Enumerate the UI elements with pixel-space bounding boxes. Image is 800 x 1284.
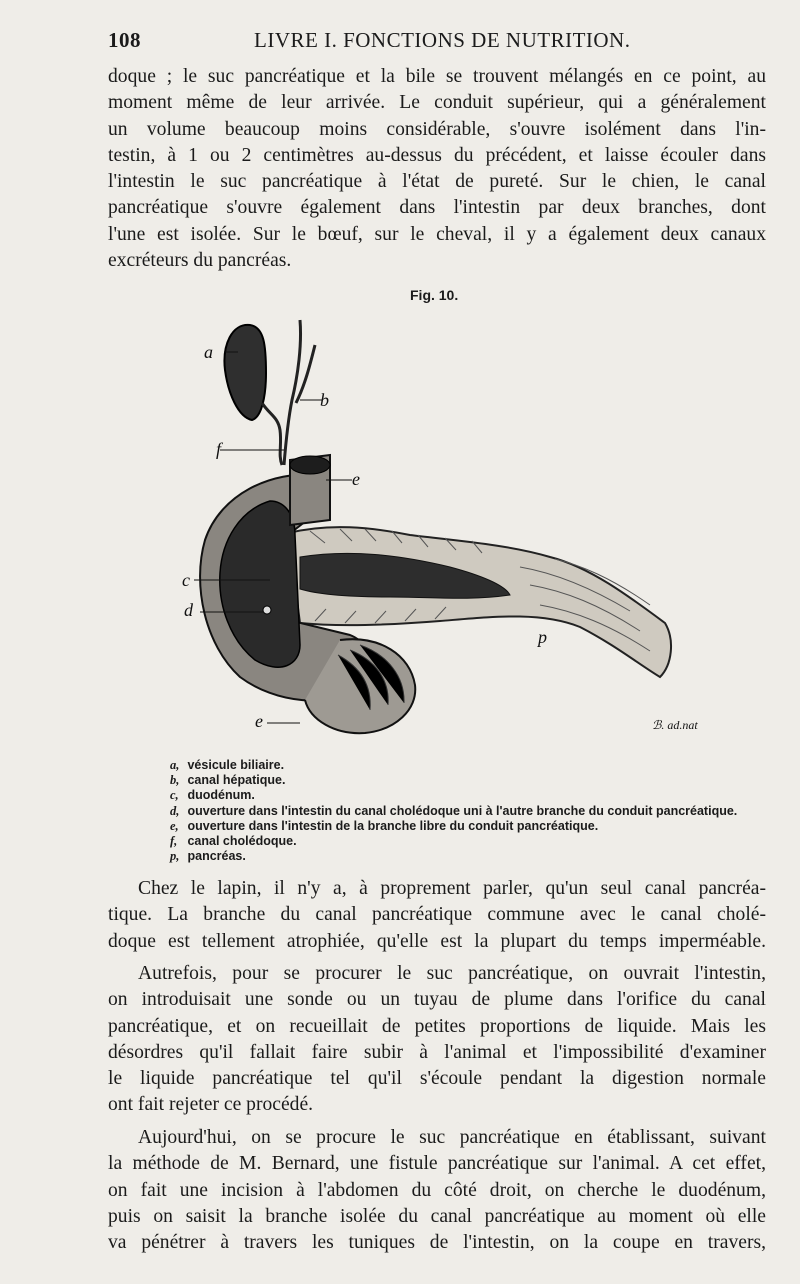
- label-d: d: [184, 600, 193, 620]
- text-line: on introduisait une sonde ou un tuyau de plume dans l'orifice du canal: [108, 989, 766, 1011]
- running-head: [108, 28, 758, 56]
- legend-item: e, ouverture dans l'intestin de la branche libre du conduit pancréatique.: [170, 818, 599, 833]
- page-number: 108: [108, 28, 141, 52]
- pancreas-illustration: [160, 305, 720, 745]
- text-line: Chez le lapin, il n'y a, à proprement parler, qu'un seul canal pancréa-: [138, 878, 766, 899]
- chapter-title: LIVRE I. FONCTIONS DE NUTRITION.: [254, 28, 631, 52]
- text-line: va pénétrer à travers les tuniques de l'intestin, on la coupe en travers,: [108, 1232, 766, 1254]
- paragraph-autrefois: [108, 961, 766, 1119]
- legend-item: b, canal hépatique.: [170, 773, 286, 788]
- legend-item: d, ouverture dans l'intestin du canal cholédoque uni à l'autre branche du conduit pancréatique.: [170, 803, 738, 818]
- text-line: puis on saisit la branche isolée du canal pancréatique au moment où elle: [108, 1205, 766, 1227]
- engraver-signature: ℬ. ad.nat: [652, 718, 698, 732]
- text-line: un volume beaucoup moins considérable, s'ouvre isolément dans l'in-: [108, 118, 766, 140]
- paragraph-lapin: [108, 876, 766, 955]
- text-line: doque est tellement atrophiée, qu'elle est la plupart du temps imperméable.: [108, 930, 766, 952]
- text-line: pancréatique, et on recueillait de petites proportions de liquide. Mais les: [108, 1015, 766, 1037]
- anatomical-figure: [160, 305, 720, 745]
- text-line: ont fait rejeter ce procédé.: [108, 1094, 314, 1116]
- text-line: l'une est isolée. Sur le bœuf, sur le cheval, il y a également deux canaux: [108, 223, 766, 245]
- opening-d: [263, 606, 271, 614]
- text-line: désordres qu'il fallait faire subir à l'animal et l'impossibilité d'examiner: [108, 1041, 766, 1063]
- label-p: p: [538, 627, 547, 647]
- text-line: excréteurs du pancréas.: [108, 250, 292, 272]
- label-f: f: [216, 439, 222, 459]
- gallbladder: [224, 325, 266, 420]
- paragraph-aujourdhui: [108, 1125, 766, 1256]
- text-line: l'intestin le suc pancréatique à l'état de pureté. Sur le chien, le canal: [108, 171, 766, 193]
- figure-label: Fig. 10.: [410, 287, 459, 303]
- text-line: moment même de leur arrivée. Le conduit supérieur, qui a généralement: [108, 92, 766, 114]
- text-line: pancréatique s'ouvre également dans l'intestin par deux branches, dont: [108, 197, 766, 219]
- text-line: la méthode de M. Bernard, une fistule pancréatique sur l'animal. A cet effet,: [108, 1153, 766, 1175]
- legend-item: p, pancréas.: [170, 849, 246, 864]
- text-line: le liquide pancréatique tel qu'il s'écoule pendant la digestion normale: [108, 1068, 766, 1090]
- label-c: c: [182, 570, 190, 590]
- label-e-bottom: e: [255, 711, 263, 731]
- label-e-top: e: [352, 469, 360, 489]
- label-a: a: [204, 342, 213, 362]
- legend-item: c, duodénum.: [170, 788, 255, 803]
- figure-legend: [170, 758, 770, 864]
- text-line: tique. La branche du canal pancréatique commune avec le canal cholé-: [108, 904, 766, 926]
- text-line: Autrefois, pour se procurer le suc pancréatique, on ouvrait l'intestin,: [138, 963, 766, 984]
- label-b: b: [320, 390, 329, 410]
- text-line: testin, à 1 ou 2 centimètres au-dessus du précédent, et laisse écouler dans: [108, 144, 766, 166]
- text-line: on fait une incision à l'abdomen du côté droit, on cherche le duodénum,: [108, 1179, 766, 1201]
- legend-item: f, canal cholédoque.: [170, 834, 297, 849]
- intro-paragraph: [108, 64, 766, 274]
- text-line: doque ; le suc pancréatique et la bile se trouvent mélangés en ce point, au: [108, 66, 766, 87]
- legend-item: a, vésicule biliaire.: [170, 758, 285, 772]
- text-line: Aujourd'hui, on se procure le suc pancréatique en établissant, suivant: [138, 1127, 766, 1148]
